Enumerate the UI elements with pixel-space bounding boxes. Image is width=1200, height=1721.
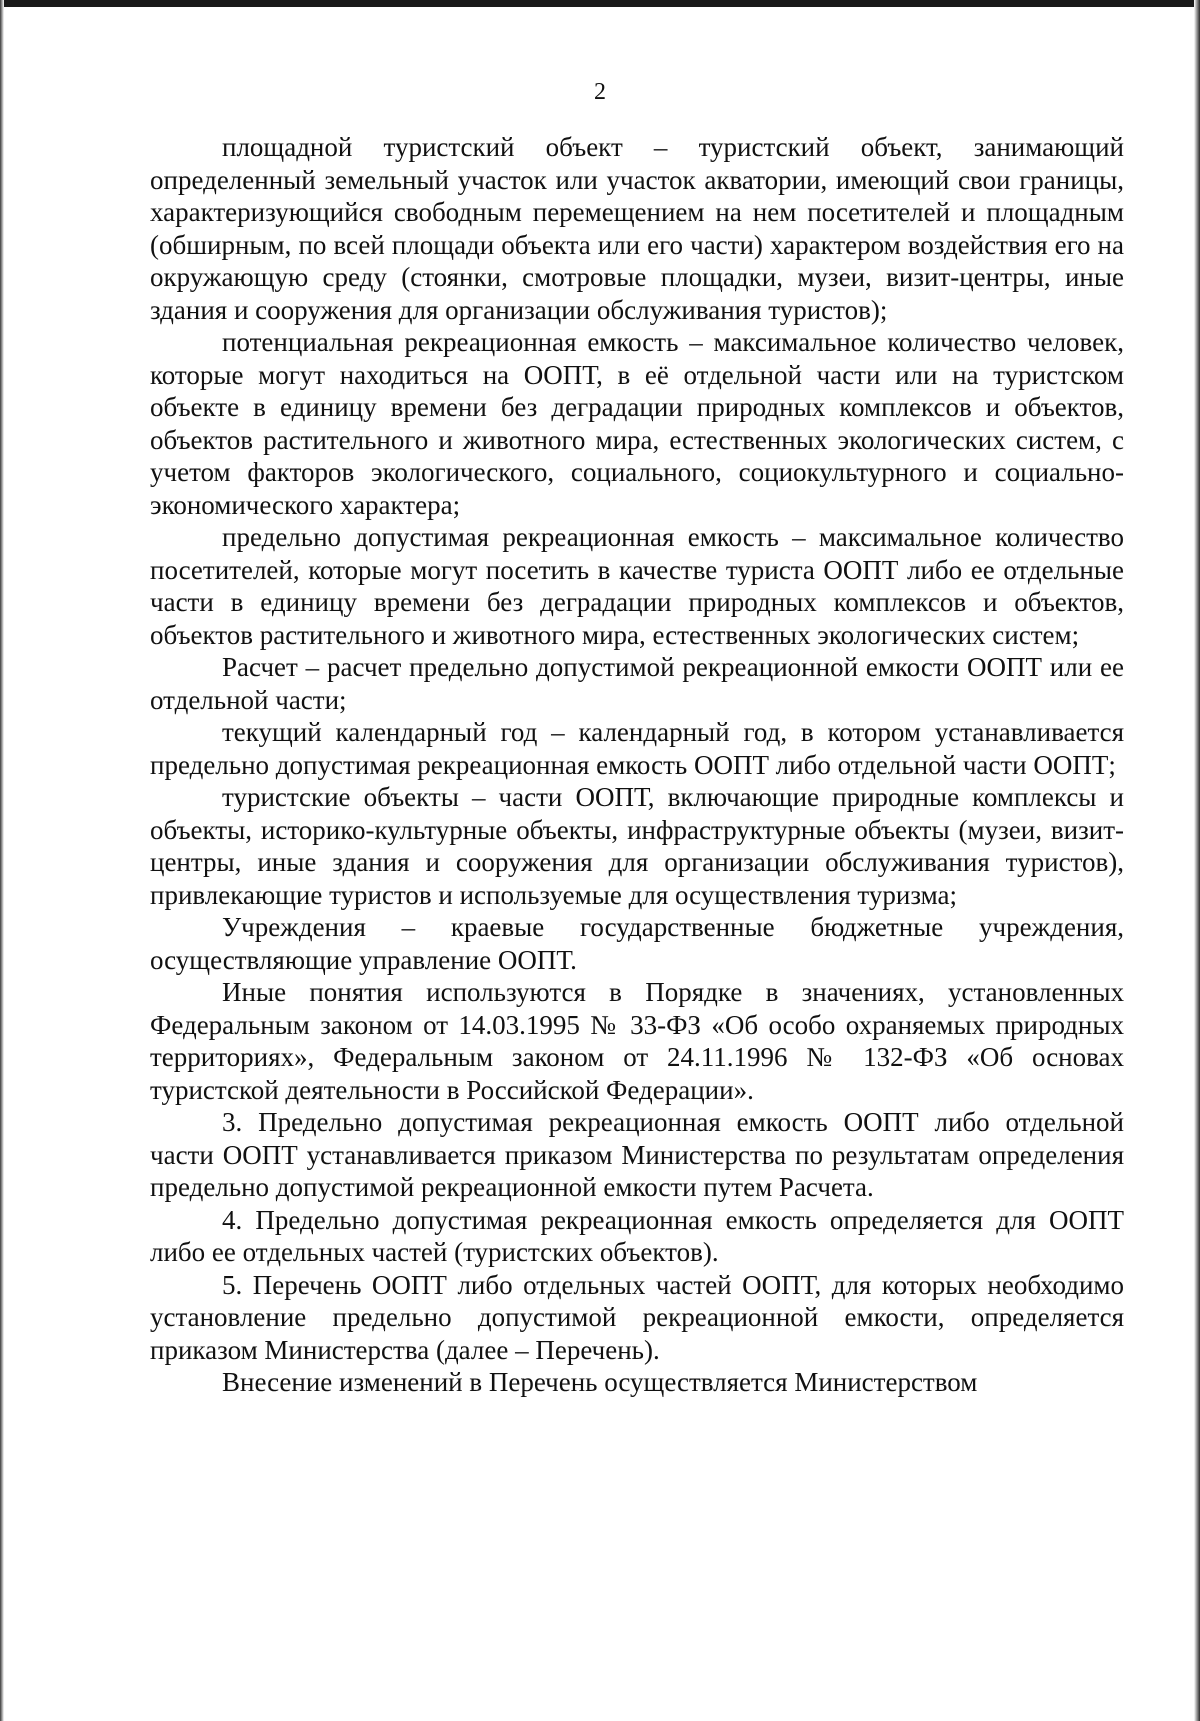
- paragraph-list-amendments: Внесение изменений в Перечень осуществляется Министерством: [222, 1367, 978, 1397]
- page-number: 2: [594, 79, 606, 105]
- paragraph-definition-current-year: текущий календарный год – календарный год, в котором устанавливается предельно допустимая рекреационная емкость ООПТ либо отдельной части ООПТ;: [150, 717, 1124, 780]
- paragraph-clause-4: 4. Предельно допустимая рекреационная емкость определяется для ООПТ либо ее отдельных частей (туристских объектов).: [150, 1204, 1124, 1267]
- paragraph-other-terms: Иные понятия используются в Порядке в значениях, установленных Федеральным законом от 14.03.1995 № 33-ФЗ «Об особо охраняемых природных территориях», Федеральным законом от 24.11.1996 № 132-ФЗ «Об основах туристской деятельности в Российской Федерации».: [150, 977, 1124, 1105]
- scan-border-right: [1194, 0, 1200, 1721]
- paragraph-definition-max-capacity: предельно допустимая рекреационная емкость – максимальное количество посетителей, которые могут посетить в качестве туриста ООПТ либо ее отдельные части в единицу времени без деградации природных комплексов и объектов, объектов растительного и животного мира, естественных экологических систем;: [150, 522, 1124, 650]
- paragraph-definition-tourist-objects: туристские объекты – части ООПТ, включающие природные комплексы и объекты, историко-культурные объекты, инфраструктурные объекты (музеи, визит-центры, иные здания и сооружения для организации обслуживания туристов), привлекающие туристов и используемые для осуществления туризма;: [150, 782, 1124, 910]
- paragraph-definition-institutions: Учреждения – краевые государственные бюджетные учреждения, осуществляющие управление ООПТ.: [150, 912, 1124, 975]
- paragraph-definition-potential-capacity: потенциальная рекреационная емкость – максимальное количество человек, которые могут находиться на ООПТ, в её отдельной части или на туристском объекте в единицу времени без деградации природных комплексов и объектов, объектов растительного и животного мира, естественных экологических систем, с учетом факторов экологического, социального, социокультурного и социально-экономического характера;: [150, 327, 1124, 520]
- scan-border-left: [0, 0, 4, 1721]
- paragraph-clause-3: 3. Предельно допустимая рекреационная емкость ООПТ либо отдельной части ООПТ устанавливается приказом Министерства по результатам определения предельно допустимой рекреационной емкости путем Расчета.: [150, 1107, 1124, 1202]
- paragraph-definition-calculation: Расчет – расчет предельно допустимой рекреационной емкости ООПТ или ее отдельной части;: [150, 652, 1124, 715]
- paragraph-clause-5: 5. Перечень ООПТ либо отдельных частей ООПТ, для которых необходимо установление предельно допустимой рекреационной емкости, определяется приказом Министерства (далее – Перечень).: [150, 1269, 1124, 1365]
- document-body: [150, 131, 1124, 1399]
- paragraph-definition-area-object: площадной туристский объект – туристский объект, занимающий определенный земельный участок или участок акватории, имеющий свои границы, характеризующийся свободным перемещением на нем посетителей и площадным (обширным, по всей площади объекта или его части) характером воздействия его на окружающую среду (стоянки, смотровые площадки, музеи, визит-центры, иные здания и сооружения для организации обслуживания туристов);: [150, 132, 1124, 325]
- scan-border-top: [0, 0, 1200, 7]
